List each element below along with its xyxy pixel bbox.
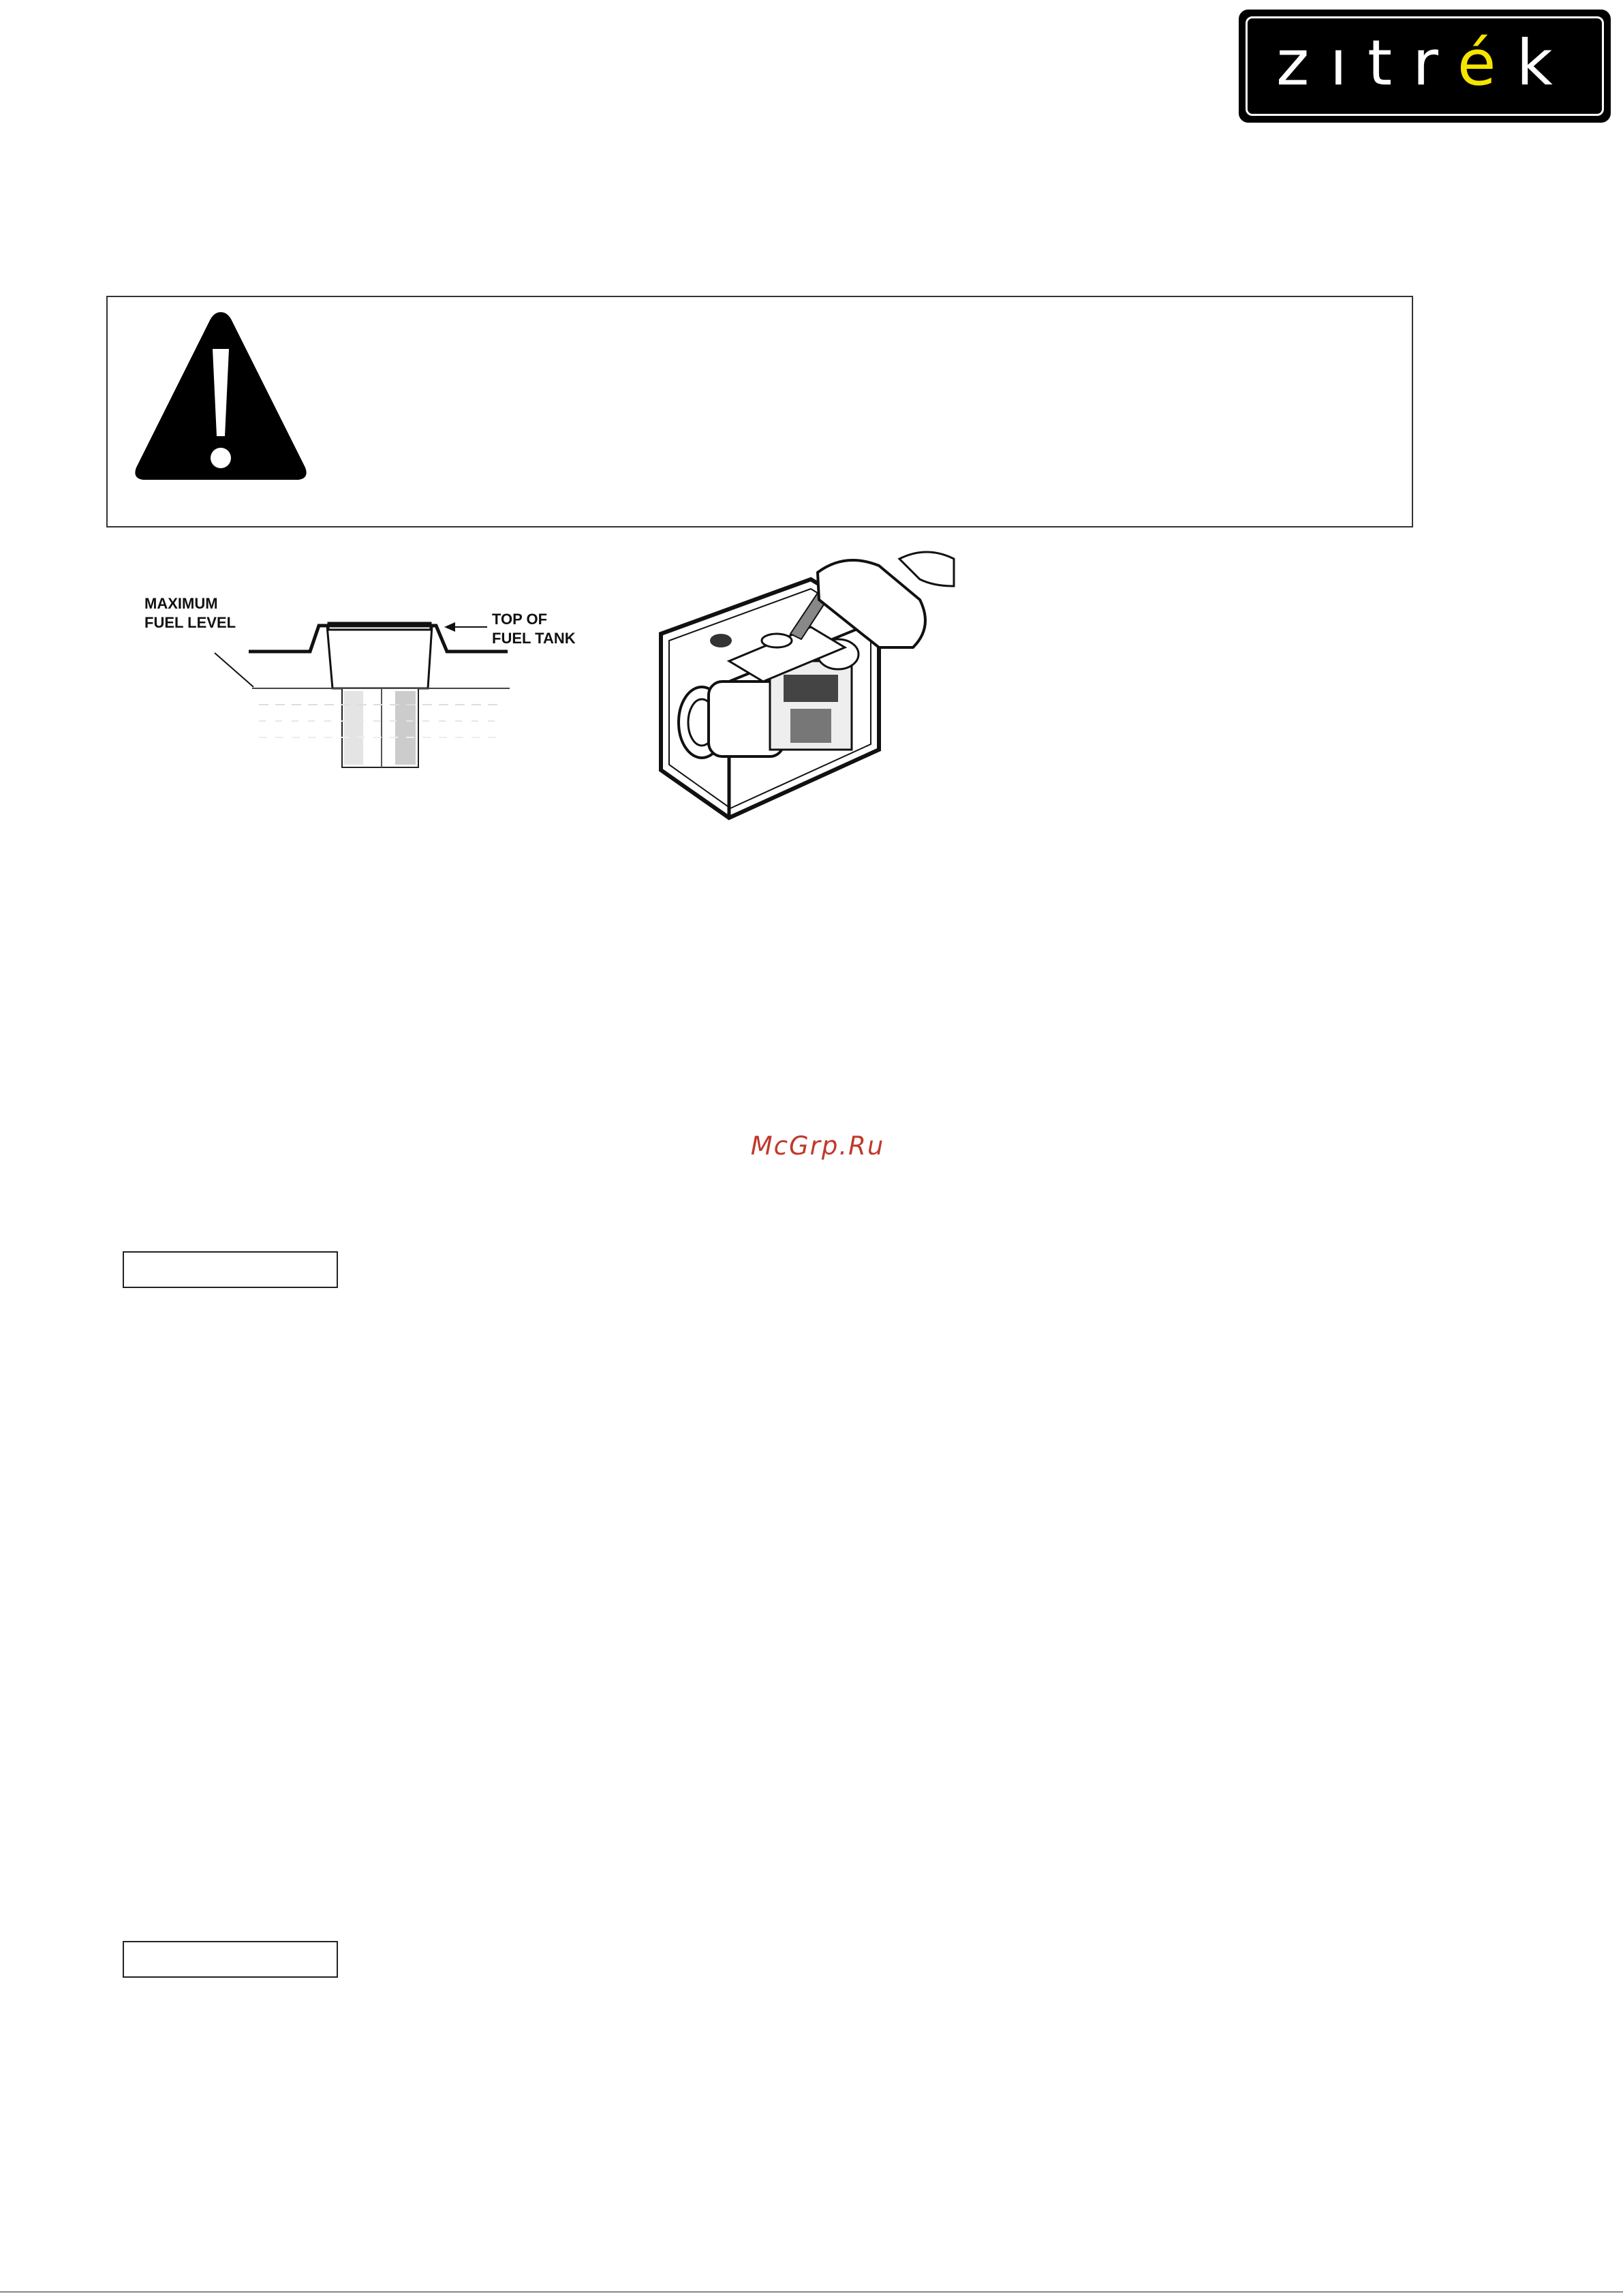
label-top-of-tank-2: FUEL TANK bbox=[492, 630, 576, 647]
label-max-fuel-level-2: FUEL LEVEL bbox=[144, 614, 236, 631]
watermark-text: McGrp.Ru bbox=[750, 1131, 885, 1161]
fuel-level-diagram bbox=[136, 571, 613, 769]
logo-wordmark: zıtrék bbox=[1276, 27, 1573, 100]
label-max-fuel-level-1: MAXIMUM bbox=[144, 595, 218, 612]
label-top-of-tank-1: TOP OF bbox=[492, 611, 548, 628]
brand-logo bbox=[1239, 10, 1611, 123]
warning-triangle-icon bbox=[131, 307, 311, 487]
pump-refuel-illustration bbox=[640, 545, 961, 831]
page-bottom-divider bbox=[0, 2291, 1623, 2293]
blank-label-box-1 bbox=[123, 1251, 338, 1288]
warning-box bbox=[106, 296, 1413, 527]
blank-label-box-2 bbox=[123, 1941, 338, 1978]
